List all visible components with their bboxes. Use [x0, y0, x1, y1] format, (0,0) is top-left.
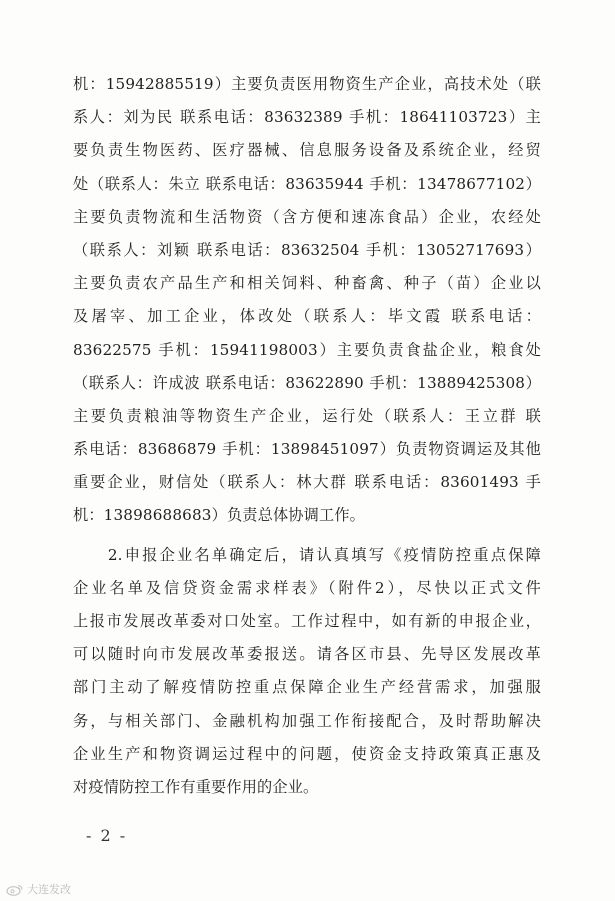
- text-line: 主要负责农产品生产和相关饲料、种畜禽、种子（苗）企业以: [73, 274, 541, 293]
- text-line: 部门主动了解疫情防控重点保障企业生产经营需求，加强服: [73, 678, 541, 697]
- watermark: [6, 881, 71, 897]
- weibo-icon: [6, 883, 24, 896]
- text-line: 机：13898688683）负责总体协调工作。: [73, 506, 365, 525]
- page-number: - 2 -: [86, 826, 128, 845]
- text-line: 企业生产和物资调运过程中的问题，使资金支持政策真正惠及: [73, 744, 541, 763]
- text-line: 系电话：83686879 手机：13898451097）负责物资调运及其他: [73, 440, 541, 459]
- text-line: 机：15942885519）主要负责医用物资生产企业，高技术处（联: [73, 75, 541, 93]
- text-line: （联系人：许成波 联系电话：83622890 手机：13889425308）: [73, 373, 541, 392]
- text-line: 重要企业，财信处（联系人：林大群 联系电话：83601493 手: [73, 473, 541, 492]
- text-line: 可以随时向市发展改革委报送。请各区市县、先导区发展改革: [73, 645, 541, 664]
- text-line: 主要负责物流和生活物资（含方便和速冻食品）企业，农经处: [73, 207, 541, 226]
- watermark-text: 大连发改: [27, 883, 71, 896]
- text-line: （联系人：刘颖 联系电话：83632504 手机：13052717693）: [73, 240, 541, 259]
- text-line: 要负责生物医药、医疗器械、信息服务设备及系统企业，经贸: [73, 141, 541, 160]
- text-line: 企业名单及信贷资金需求样表》（附件2），尽快以正式文件: [73, 578, 541, 597]
- text-line: 对疫情防控工作有重要作用的企业。: [73, 777, 319, 796]
- text-line: 主要负责粮油等物资生产企业，运行处（联系人：王立群 联: [73, 406, 541, 425]
- text-line: 上报市发展改革委对口处室。工作过程中，如有新的申报企业，: [73, 612, 541, 630]
- text-line: 务，与相关部门、金融机构加强工作衔接配合，及时帮助解决: [73, 711, 541, 730]
- text-line: 83622575 手机：15941198003）主要负责食盐企业，粮食处: [73, 340, 541, 359]
- text-line: 系人：刘为民 联系电话：83632389 手机：18641103723）主: [73, 108, 541, 127]
- text-line: 处（联系人：朱立 联系电话：83635944 手机：13478677102）: [73, 174, 541, 193]
- text-line: 及屠宰、加工企业，体改处（联系人：毕文霞 联系电话：: [73, 307, 541, 326]
- document-body: [73, 68, 541, 804]
- text-line: 2.申报企业名单确定后，请认真填写《疫情防控重点保障: [73, 545, 541, 564]
